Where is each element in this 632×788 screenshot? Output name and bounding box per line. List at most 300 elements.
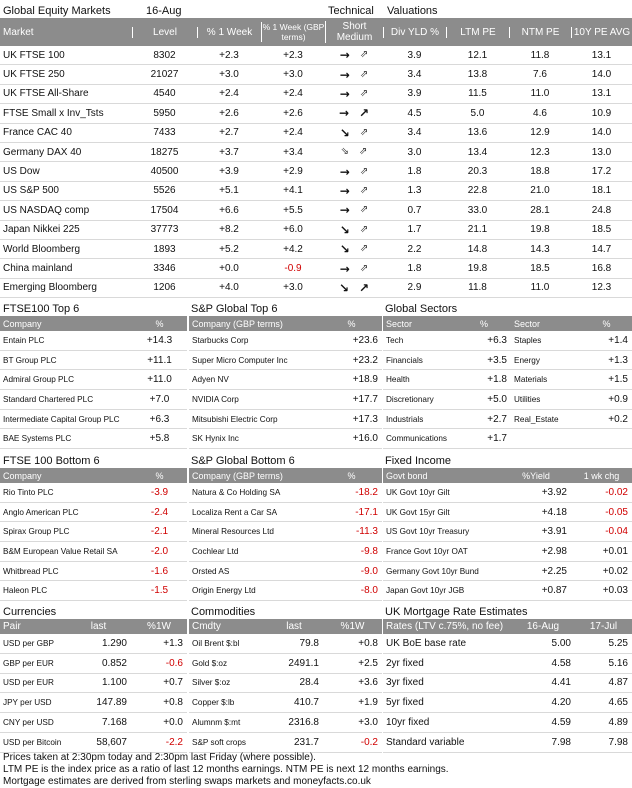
sp-top-header-0: Company (GBP terms)	[192, 318, 283, 329]
commodities-last: 410.7	[293, 697, 319, 709]
trend-arrows	[325, 224, 383, 236]
fixed-income-chg: +0.03	[602, 585, 628, 597]
sectors-s1: Financials	[386, 355, 423, 365]
commodities-chg: +3.0	[358, 717, 378, 729]
mortgage-now: 4.20	[551, 697, 571, 709]
ftse-bottom-name: Anglo American PLC	[3, 507, 79, 517]
equity-header-5: Div YLD %	[383, 27, 446, 38]
equity-w1: +3.7	[219, 146, 239, 158]
equity-w1gbp: +2.9	[283, 166, 303, 178]
equity-header	[0, 18, 632, 46]
equity-row	[0, 124, 632, 143]
fixed-income-name: France Govt 10yr OAT	[386, 546, 468, 556]
sp-bottom-header	[189, 468, 382, 483]
sectors-s1: Health	[386, 375, 410, 385]
medium-trend-up-right-hollow-icon: ⇗	[359, 68, 369, 80]
ftse-top-pct: +11.0	[147, 374, 172, 386]
currencies-last: 147.89	[96, 697, 127, 709]
equity-row	[0, 259, 632, 278]
medium-trend-up-right-hollow-icon: ⇗	[359, 243, 369, 255]
equity-ntm: 11.0	[530, 88, 550, 100]
sectors-s2: Utilities	[514, 394, 541, 404]
mortgage-row	[383, 674, 632, 694]
sectors-p2: +1.5	[608, 374, 628, 386]
equity-div: 2.9	[407, 282, 422, 294]
commodities-row	[189, 634, 382, 654]
sectors-row	[383, 430, 632, 450]
sectors-p2: +1.4	[608, 334, 628, 346]
footer-note-2: LTM PE is the index price as a ratio of last 12 months earnings. NTM PE is next 12 months earnings.	[3, 764, 449, 775]
fixed-income-chg: +0.01	[602, 545, 628, 557]
sectors-row	[383, 390, 632, 410]
currencies-last: 1.100	[101, 677, 127, 689]
ftse-bottom-row	[0, 542, 187, 562]
sectors-s1: Communications	[386, 434, 447, 444]
equity-avg10: 13.0	[591, 146, 612, 158]
commodities-row	[189, 733, 382, 753]
equity-ltm: 33.0	[467, 204, 488, 216]
ftse-bottom-header-0: Company	[3, 470, 42, 481]
commodities-title: Commodities	[191, 606, 256, 618]
equity-header-0: Market	[3, 26, 34, 38]
equity-w1gbp: -0.9	[284, 263, 302, 275]
sectors-p2: +0.9	[608, 393, 628, 405]
currencies-row	[0, 654, 187, 674]
valuations-label: Valuations	[387, 5, 438, 17]
equity-div: 3.9	[407, 88, 422, 100]
commodities-name: Alumnm $:mt	[192, 718, 241, 728]
commodities-last: 28.4	[299, 677, 319, 689]
ftse-bottom-row	[0, 562, 187, 582]
commodities-last: 79.8	[299, 637, 319, 649]
ftse-bottom-row	[0, 483, 187, 503]
ftse-top-pct: +5.8	[149, 433, 170, 445]
sp-bottom-row	[189, 503, 382, 523]
ftse-bottom-row	[0, 582, 187, 602]
fixed-income-header	[383, 468, 632, 483]
currencies-name: CNY per USD	[3, 718, 54, 728]
currencies-row	[0, 713, 187, 733]
equity-ltm: 11.8	[468, 282, 487, 294]
fixed-income-chg: -0.04	[605, 526, 628, 538]
equity-div: 2.2	[407, 243, 422, 255]
equity-avg10: 16.8	[591, 263, 612, 275]
currencies-last: 1.290	[101, 637, 127, 649]
equity-w1: +0.0	[219, 263, 239, 275]
ftse-bottom-name: Whitbread PLC	[3, 566, 59, 576]
currencies-row	[0, 634, 187, 654]
mortgage-header	[383, 619, 632, 634]
fixed-income-yield: +3.91	[541, 526, 567, 538]
equity-header-3: % 1 Week (GBP terms)	[262, 22, 325, 42]
sectors-p1: +1.8	[487, 374, 507, 386]
equity-header-8: 10Y PE AVG	[571, 27, 632, 38]
sp-top-name: Super Micro Computer Inc	[192, 355, 288, 365]
equity-w1: +2.4	[219, 88, 239, 100]
sp-bottom-row	[189, 562, 382, 582]
ftse-top-pct: +11.1	[147, 354, 172, 366]
ftse-bottom-name: Spirax Group PLC	[3, 527, 70, 537]
mortgage-prev: 4.87	[608, 677, 628, 689]
mortgage-row	[383, 634, 632, 654]
equity-market: US Dow	[3, 166, 40, 178]
currencies-header-2: %1W	[147, 621, 171, 632]
mortgage-now: 4.58	[551, 657, 571, 669]
ftse-bottom-name: B&M European Value Retail SA	[3, 546, 118, 556]
ftse-top-row	[0, 351, 187, 371]
equity-div: 3.9	[407, 49, 422, 61]
ftse-top-name: BT Group PLC	[3, 355, 57, 365]
trend-arrows	[325, 204, 383, 216]
sp-top-pct: +23.2	[352, 354, 378, 366]
commodities-chg: +3.6	[358, 677, 378, 689]
equity-w1: +3.9	[219, 166, 239, 178]
sp-bottom-header-0: Company (GBP terms)	[192, 470, 283, 481]
sectors-p1: +3.5	[487, 354, 507, 366]
equity-avg10: 24.8	[591, 204, 612, 216]
mortgage-prev: 4.89	[608, 717, 628, 729]
medium-trend-up-right-hollow-icon: ⇗	[359, 204, 369, 216]
equity-title: Global Equity Markets	[3, 5, 111, 17]
mortgage-name: 10yr fixed	[386, 717, 430, 729]
currencies-name: USD per Bitcoin	[3, 737, 62, 747]
sp-top-row	[189, 430, 382, 450]
equity-avg10: 12.3	[591, 282, 612, 294]
ftse-top-row	[0, 430, 187, 450]
sp-bottom-name: Mineral Resources Ltd	[192, 527, 274, 537]
sp-top-name: Adyen NV	[192, 375, 229, 385]
sp-bottom-row	[189, 483, 382, 503]
equity-ntm: 19.8	[530, 224, 550, 236]
ftse-bottom-pct: -1.5	[150, 585, 169, 597]
equity-level: 40500	[150, 166, 179, 178]
trend-arrows	[325, 88, 383, 100]
sectors-s2: Energy	[514, 355, 540, 365]
equity-level: 3346	[153, 263, 176, 275]
mortgage-row	[383, 693, 632, 713]
sectors-row	[383, 370, 632, 390]
equity-w1: +2.7	[219, 127, 239, 139]
ftse-top-name: Admiral Group PLC	[3, 375, 74, 385]
equity-ltm: 13.8	[467, 69, 488, 81]
equity-div: 0.7	[407, 204, 422, 216]
sp-top-name: NVIDIA Corp	[192, 394, 239, 404]
sp-top-row	[189, 410, 382, 430]
equity-ltm: 21.1	[467, 224, 488, 236]
sp-bottom-pct: -9.0	[360, 565, 378, 577]
ftse-top-header	[0, 316, 187, 331]
fixed-income-name: Germany Govt 10yr Bund	[386, 566, 479, 576]
ftse-bottom-title: FTSE 100 Bottom 6	[3, 455, 100, 467]
fixed-income-yield: +3.92	[541, 486, 567, 498]
fixed-income-yield: +4.18	[541, 506, 567, 518]
sp-bottom-title: S&P Global Bottom 6	[191, 455, 295, 467]
mortgage-now: 5.00	[551, 637, 571, 649]
mortgage-now: 7.98	[551, 736, 571, 748]
sp-top-header	[189, 316, 382, 331]
equity-w1gbp: +6.0	[283, 224, 303, 236]
mortgage-row	[383, 654, 632, 674]
equity-ltm: 12.1	[467, 49, 488, 61]
equity-row	[0, 240, 632, 259]
short-trend-right-icon: →	[339, 184, 350, 197]
equity-header-6: LTM PE	[446, 27, 509, 38]
ftse-top-row	[0, 331, 187, 351]
equity-ntm: 7.6	[533, 69, 547, 81]
equity-ntm: 18.5	[530, 263, 550, 275]
mortgage-name: 3yr fixed	[386, 677, 424, 689]
equity-level: 5526	[153, 185, 176, 197]
fixed-income-header-0: Govt bond	[386, 470, 428, 481]
equity-w1gbp: +5.5	[283, 204, 303, 216]
ftse-top-pct: +7.0	[149, 393, 170, 405]
equity-header-4: Short Medium	[325, 21, 383, 43]
fixed-income-title: Fixed Income	[385, 455, 452, 467]
currencies-chg: +1.3	[163, 637, 183, 649]
commodities-row	[189, 654, 382, 674]
mortgage-prev: 5.25	[608, 637, 628, 649]
medium-trend-up-right-hollow-icon: ⇗	[359, 165, 369, 177]
sp-bottom-name: Localiza Rent a Car SA	[192, 507, 278, 517]
equity-w1: +8.2	[219, 224, 239, 236]
equity-div: 3.0	[407, 146, 422, 158]
equity-ntm: 12.9	[530, 127, 550, 139]
ftse-top-name: BAE Systems PLC	[3, 434, 72, 444]
equity-header-2: % 1 Week	[197, 27, 261, 38]
equity-market: US NASDAQ comp	[3, 204, 90, 216]
equity-row	[0, 221, 632, 240]
commodities-name: Gold $:oz	[192, 658, 228, 668]
equity-ntm: 11.8	[530, 49, 550, 61]
sp-top-pct: +16.0	[352, 433, 378, 445]
equity-w1: +3.0	[219, 69, 239, 81]
short-trend-down-right-icon: ↘	[339, 126, 350, 139]
equity-header-7: NTM PE	[509, 27, 571, 38]
equity-date: 16-Aug	[146, 5, 182, 17]
mortgage-prev: 7.98	[608, 736, 628, 748]
mortgage-header-1: 16-Aug	[526, 621, 560, 632]
equity-w1: +2.3	[219, 49, 239, 61]
footer-note-3: Mortgage estimates are derived from sterling swaps markets and moneyfacts.co.uk	[3, 776, 371, 787]
ftse-top-row	[0, 370, 187, 390]
equity-level: 37773	[150, 224, 179, 236]
equity-row	[0, 182, 632, 201]
currencies-title: Currencies	[3, 606, 57, 618]
equity-market: France CAC 40	[3, 127, 72, 139]
ftse-top-name: Entain PLC	[3, 335, 45, 345]
sp-top-row	[189, 390, 382, 410]
short-trend-right-icon: →	[339, 262, 350, 275]
commodities-name: Oil Brent $:bl	[192, 638, 240, 648]
sectors-s1: Tech	[386, 335, 404, 345]
medium-trend-up-right-hollow-icon: ⇗	[359, 126, 369, 138]
commodities-last: 231.7	[293, 736, 319, 748]
sp-bottom-pct: -9.8	[360, 545, 378, 557]
trend-arrows	[325, 107, 383, 119]
medium-trend-up-right-hollow-icon: ⇗	[359, 262, 369, 274]
ftse-top-header-0: Company	[3, 318, 42, 329]
equity-w1: +5.1	[219, 185, 239, 197]
short-trend-right-icon: →	[339, 165, 350, 178]
equity-w1: +6.6	[219, 204, 239, 216]
medium-trend-up-right-icon: ↗	[359, 281, 370, 294]
currencies-last: 7.168	[101, 717, 127, 729]
fixed-income-row	[383, 582, 632, 602]
equity-market: China mainland	[3, 263, 73, 275]
ftse-top-header-1: %	[155, 318, 164, 329]
sp-bottom-row	[189, 542, 382, 562]
commodities-row	[189, 713, 382, 733]
ftse-top-row	[0, 390, 187, 410]
equity-level: 21027	[150, 69, 179, 81]
fixed-income-yield: +2.25	[541, 565, 567, 577]
sp-top-pct: +17.7	[352, 393, 378, 405]
equity-ntm: 12.3	[530, 146, 550, 158]
sp-top-header-1: %	[347, 318, 356, 329]
sectors-s2: Materials	[514, 375, 548, 385]
sectors-header-0: Sector	[386, 318, 413, 329]
commodities-header-0: Cmdty	[192, 621, 221, 632]
equity-ltm: 20.3	[467, 166, 488, 178]
equity-w1gbp: +2.4	[283, 127, 303, 139]
equity-avg10: 13.1	[591, 88, 612, 100]
sectors-row	[383, 331, 632, 351]
ftse-bottom-header	[0, 468, 187, 483]
ftse-bottom-pct: -2.0	[150, 545, 169, 557]
equity-ltm: 22.8	[467, 185, 488, 197]
equity-row	[0, 162, 632, 181]
equity-ltm: 13.6	[467, 127, 488, 139]
equity-w1gbp: +2.6	[283, 107, 303, 119]
equity-avg10: 14.0	[591, 69, 612, 81]
sectors-s1: Industrials	[386, 414, 424, 424]
sp-bottom-header-1: %	[347, 470, 356, 481]
sp-bottom-pct: -8.0	[360, 585, 378, 597]
equity-header-1: Level	[132, 27, 197, 38]
equity-row	[0, 104, 632, 123]
currencies-header-1: last	[90, 621, 107, 632]
currencies-row	[0, 674, 187, 694]
technical-label: Technical	[328, 5, 374, 17]
mortgage-prev: 5.16	[608, 657, 628, 669]
equity-ltm: 5.0	[470, 107, 485, 119]
currencies-header-0: Pair	[3, 621, 21, 632]
equity-ltm: 19.8	[467, 263, 488, 275]
fixed-income-chg: -0.05	[605, 506, 628, 518]
equity-w1gbp: +3.4	[283, 146, 303, 158]
medium-trend-up-right-hollow-icon: ⇗	[359, 49, 369, 61]
short-trend-down-right-icon: ↘	[338, 281, 349, 294]
mortgage-name: 5yr fixed	[386, 697, 424, 709]
ftse-bottom-name: Haleon PLC	[3, 586, 48, 596]
equity-w1gbp: +4.2	[283, 243, 303, 255]
sp-top-name: SK Hynix Inc	[192, 434, 239, 444]
equity-avg10: 13.1	[591, 49, 612, 61]
trend-arrows	[325, 243, 383, 255]
fixed-income-name: US Govt 10yr Treasury	[386, 527, 470, 537]
medium-trend-up-right-hollow-icon: ⇗	[359, 146, 368, 158]
sectors-row	[383, 410, 632, 430]
fixed-income-yield: +0.87	[541, 585, 567, 597]
trend-arrows	[325, 146, 383, 158]
equity-market: Germany DAX 40	[3, 146, 82, 158]
medium-trend-up-right-hollow-icon: ⇗	[359, 87, 369, 99]
sp-bottom-row	[189, 582, 382, 602]
equity-level: 8302	[153, 49, 176, 61]
sp-top-name: Starbucks Corp	[192, 335, 249, 345]
equity-row	[0, 46, 632, 65]
equity-w1: +2.6	[219, 107, 239, 119]
equity-market: US S&P 500	[3, 185, 59, 197]
commodities-name: Copper $:lb	[192, 698, 235, 708]
fixed-income-row	[383, 542, 632, 562]
sectors-title: Global Sectors	[385, 303, 458, 315]
currencies-chg: +0.7	[163, 677, 183, 689]
short-trend-down-right-icon: ↘	[339, 243, 350, 256]
sectors-header-2: Sector	[514, 318, 541, 329]
ftse-top-pct: +14.3	[146, 334, 173, 346]
equity-row	[0, 85, 632, 104]
medium-trend-up-right-icon: ↗	[359, 107, 370, 120]
sp-top-row	[189, 331, 382, 351]
short-trend-right-icon: →	[339, 68, 350, 81]
mortgage-header-2: 17-Jul	[589, 621, 618, 632]
medium-trend-up-right-hollow-icon: ⇗	[359, 223, 369, 235]
sp-top-title: S&P Global Top 6	[191, 303, 278, 315]
currencies-name: JPY per USD	[3, 698, 52, 708]
mortgage-header-0: Rates (LTV c.75%, no fee)	[386, 621, 504, 632]
equity-market: Japan Nikkei 225	[3, 224, 80, 236]
equity-market: UK FTSE All-Share	[3, 88, 89, 100]
equity-w1gbp: +2.3	[283, 49, 303, 61]
sp-top-name: Mitsubishi Electric Corp	[192, 414, 278, 424]
commodities-chg: +2.5	[358, 657, 378, 669]
currencies-chg: -0.6	[165, 657, 183, 669]
sectors-p1: +5.0	[487, 393, 507, 405]
sp-top-pct: +18.9	[352, 374, 378, 386]
ftse-bottom-pct: -2.4	[150, 506, 169, 518]
equity-avg10: 18.1	[591, 185, 612, 197]
sectors-s2: Staples	[514, 335, 542, 345]
fixed-income-header-2: 1 wk chg	[583, 470, 620, 481]
sectors-p1: +6.3	[487, 334, 507, 346]
equity-ntm: 21.0	[530, 185, 550, 197]
fixed-income-header-1: %Yield	[522, 470, 550, 481]
equity-level: 4540	[153, 88, 176, 100]
commodities-chg: +1.9	[358, 697, 378, 709]
medium-trend-up-right-hollow-icon: ⇗	[359, 184, 369, 196]
ftse-bottom-row	[0, 503, 187, 523]
mortgage-row	[383, 733, 632, 753]
equity-div: 1.3	[407, 185, 422, 197]
equity-div: 3.4	[407, 127, 422, 139]
ftse-top-name: Standard Chartered PLC	[3, 394, 94, 404]
equity-avg10: 14.7	[591, 243, 612, 255]
currencies-name: USD per EUR	[3, 678, 54, 688]
trend-arrows	[325, 263, 383, 275]
equity-w1gbp: +3.0	[283, 69, 303, 81]
equity-level: 18275	[150, 146, 179, 158]
short-trend-right-icon: →	[339, 204, 350, 217]
trend-arrows	[325, 69, 383, 81]
mortgage-name: UK BoE base rate	[386, 637, 467, 649]
short-trend-right-icon: →	[339, 87, 350, 100]
equity-w1gbp: +2.4	[283, 88, 303, 100]
sp-bottom-pct: -18.2	[355, 486, 378, 498]
commodities-chg: +0.8	[358, 637, 378, 649]
fixed-income-row	[383, 562, 632, 582]
currencies-name: USD per GBP	[3, 638, 54, 648]
